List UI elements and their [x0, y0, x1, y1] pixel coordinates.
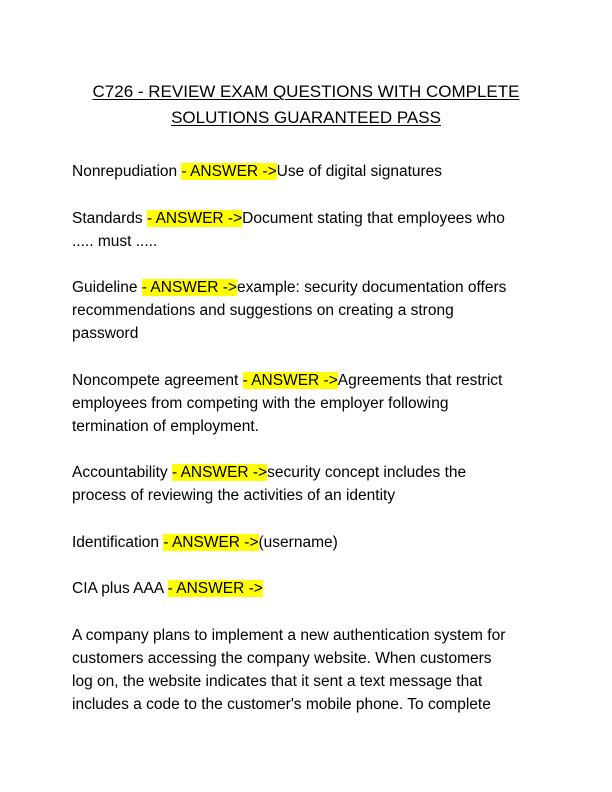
answer-text: employees from competing with the employer following	[72, 395, 449, 412]
answer-marker: - ANSWER ->	[171, 464, 268, 481]
term: CIA plus AAA	[72, 580, 168, 597]
document-title	[60, 79, 552, 131]
answer-text: (username)	[258, 534, 338, 551]
qa-entry-accountability	[72, 461, 552, 507]
term: Nonrepudiation	[72, 163, 182, 180]
answer-text: password	[72, 325, 139, 342]
qa-line	[72, 276, 552, 299]
qa-entry-identification	[72, 531, 552, 554]
paragraph-line: log on, the website indicates that it sent a text message that	[72, 673, 483, 690]
answer-marker: - ANSWER ->	[141, 279, 237, 296]
qa-line	[72, 461, 552, 484]
qa-line	[72, 160, 552, 183]
answer-marker: - ANSWER ->	[242, 372, 338, 389]
term: Identification	[72, 534, 164, 551]
answer-text: example: security documentation offers	[236, 279, 507, 296]
term: Noncompete agreement	[72, 372, 243, 389]
answer-text: Use of digital signatures	[276, 163, 443, 180]
qa-line	[72, 207, 552, 230]
answer-text: termination of employment.	[72, 418, 259, 435]
question-paragraph	[72, 624, 552, 716]
answer-marker: - ANSWER ->	[167, 580, 263, 597]
qa-line	[72, 531, 552, 554]
answer-text: security concept includes the	[267, 464, 467, 481]
answer-text: Agreements that restrict	[337, 372, 503, 389]
answer-text: Document stating that employees who	[242, 210, 505, 227]
qa-entry-noncompete-agreement	[72, 369, 552, 438]
answer-text: ..... must .....	[72, 233, 158, 250]
title-line-2: SOLUTIONS GUARANTEED PASS	[171, 108, 441, 127]
answer-marker: - ANSWER ->	[163, 534, 259, 551]
qa-entry-cia-plus-aaa	[72, 577, 552, 600]
qa-entry-guideline	[72, 276, 552, 345]
paragraph-line: A company plans to implement a new authentication system for	[72, 627, 506, 644]
term: Guideline	[72, 279, 142, 296]
title-line-1: C726 - REVIEW EXAM QUESTIONS WITH COMPLETE	[92, 82, 520, 101]
qa-entry-standards	[72, 207, 552, 253]
paragraph-line: customers accessing the company website. When customers	[72, 650, 492, 667]
answer-marker: - ANSWER ->	[181, 163, 277, 180]
answer-text: recommendations and suggestions on creating a strong	[72, 302, 454, 319]
term: Accountability	[72, 464, 172, 481]
qa-line	[72, 369, 552, 392]
qa-line	[72, 577, 552, 600]
qa-entry-nonrepudiation	[72, 160, 552, 183]
paragraph-line: includes a code to the customer's mobile phone. To complete	[72, 696, 491, 713]
answer-text: process of reviewing the activities of an identity	[72, 487, 396, 504]
term: Standards	[72, 210, 147, 227]
answer-marker: - ANSWER ->	[146, 210, 243, 227]
